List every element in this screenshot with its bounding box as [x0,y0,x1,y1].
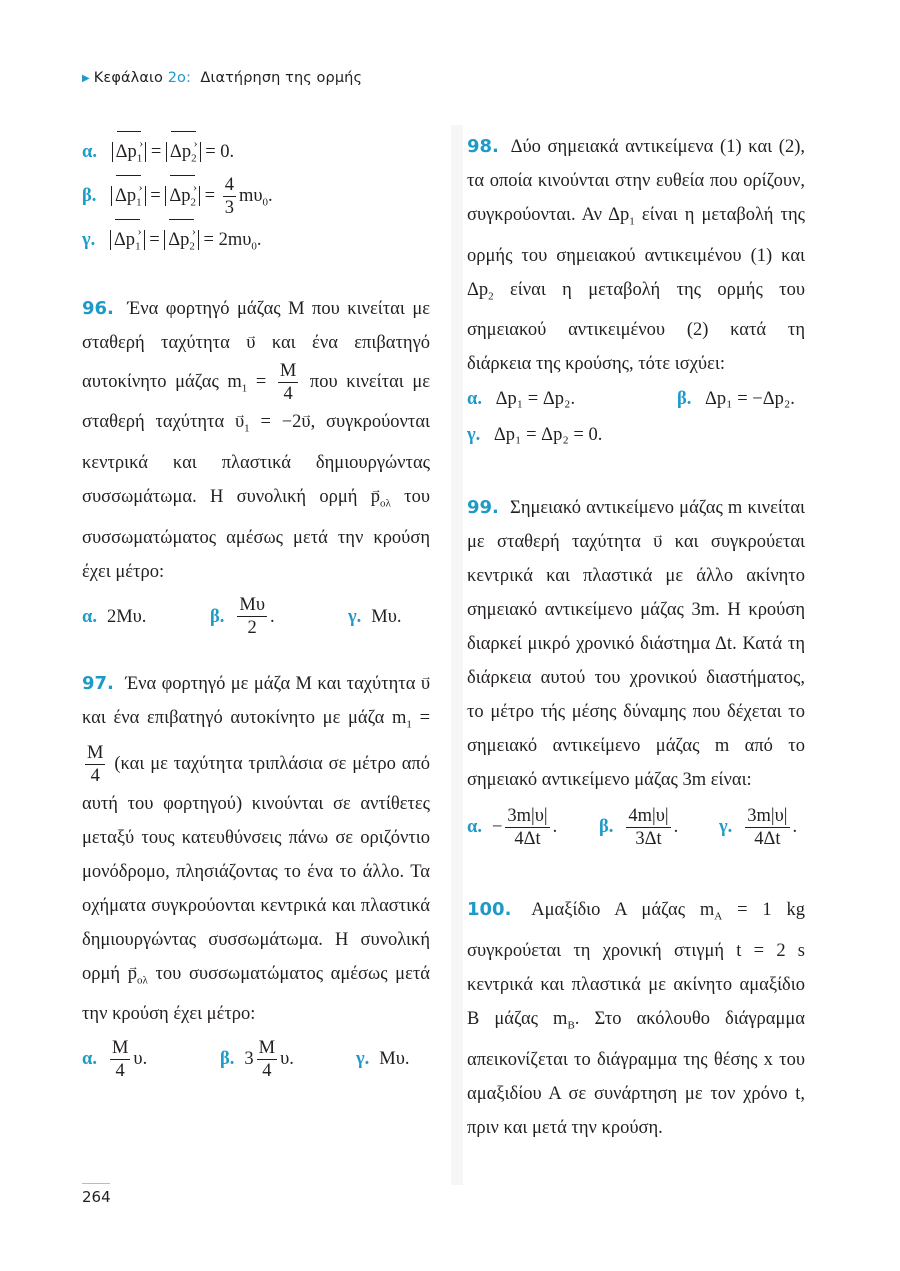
subscript: 0 [262,196,268,209]
chapter-header [82,70,362,86]
numerator: M [111,1037,129,1058]
numerator: 3m|υ| [747,805,788,826]
delta-p: Δp [113,230,136,250]
q98-options-row1 [467,381,805,417]
question-text: Σημειακό αντικείμενο μάζας m κινείται με σταθερή ταχύτητα [467,498,805,553]
fraction [278,360,298,405]
page-number: 264 [82,1188,111,1206]
question-100 [467,893,805,1144]
option-label: α. [82,606,97,627]
denominator: 4Δt [514,828,541,849]
q99-option-c [719,805,797,850]
q95-option-a: α. $\Delta p_1$ › = $\Delta p_2$ › = 0. [82,130,430,174]
chapter-number: 2ο: [167,70,191,86]
q99-option-b [599,805,719,850]
subscript: 1 [244,423,250,436]
subscript: 0 [251,240,257,253]
end: . [552,817,558,838]
question-text: Ένα φορτηγό μάζας Μ που κινείται με σταθερή ταχύτητα [82,299,430,353]
option-label: β. [220,1049,235,1070]
fraction [505,805,549,850]
q96-option-b [210,594,348,639]
subscript: 2 [488,290,494,303]
option-label: α. [467,389,482,410]
question-text: του συσσωματώματος αμέσως μετά την κρούση έχει μέτρο: [82,487,431,582]
numerator: M [87,742,104,763]
denominator: 4 [90,765,100,786]
question-text: = 1 kg συγκρούεται τη χρονική στιγμή t = 2 s κεντρικά και πλαστικά με ακίνητο αμαξίδιο Β μάζας m [467,900,805,1030]
question-text: Δύο σημειακά αντικείμενα (1) και (2), τα οποία κινούνται στην ευθεία που ορίζουν, συγκρούονται. Αν [467,137,806,225]
subscript: 2 [190,196,196,209]
question-number: 99. [467,497,499,519]
vector-p: p → [128,964,137,984]
q98-option-b [677,381,795,417]
vector-v: υ → [301,412,310,432]
subscript: 1 [135,240,141,253]
option-label: γ. [348,606,362,627]
question-98 [467,130,805,381]
chapter-title: Διατήρηση της ορμής [200,70,363,86]
denominator: 4 [262,1060,272,1081]
rhs: = −2 [260,412,302,433]
delta-p1: Δp [608,205,630,225]
denominator: 3Δt [635,828,662,849]
delta-p: Δp [168,230,190,250]
question-text: , συγκρούονται κεντρικά και πλαστικά δημιουργώντας συσσωμάτωμα. Η συνολική ορμή [82,412,431,508]
numerator: 4 [224,175,234,196]
option-value: Δp₁ = Δp₂. [495,389,576,410]
subscript: ολ [136,974,148,987]
fraction [626,805,670,850]
fraction [237,594,267,639]
delta-p2: Δp [467,279,489,300]
vector-v: υ → [421,674,430,694]
rhs: = 0. [205,142,235,162]
question-97 [82,667,430,1031]
numerator: Μυ [239,595,265,616]
option-label: α. [82,142,97,162]
q95-option-c: γ. $\Delta p_1$ › = $\Delta p_2$ › = $2m\upsilon_0$. [82,218,430,262]
denominator: 4Δt [754,828,781,849]
option-label: α. [82,1049,97,1070]
denominator: 4 [115,1060,125,1081]
delta-p: Δp [169,142,192,162]
sign: − [491,817,503,838]
denominator: 4 [283,384,293,404]
subscript: 2 [189,240,195,253]
question-number: 97. [82,672,114,694]
option-label: α. [467,817,482,838]
q97-option-a [82,1037,220,1082]
question-text: Ένα φορτηγό με μάζα Μ και ταχύτητα [125,673,416,694]
m1: m [392,707,407,728]
question-number: 100. [467,899,512,921]
question-number: 98. [467,136,499,157]
q99-options [467,797,805,857]
triangle-bullet-icon: ▶ [82,73,90,84]
subscript: A [714,911,723,924]
numerator: 4m|υ| [628,805,669,826]
vector-v: υ → [653,532,662,552]
option-label: γ. [719,817,733,838]
subscript: 2 [191,152,197,165]
question-text: και ένα επιβατηγό αυτοκίνητο με μάζα [82,707,385,728]
question-96 [82,292,430,589]
q98-option-a [467,381,677,417]
option-label: β. [82,186,97,206]
equals: = [419,707,431,728]
fraction [110,1037,130,1082]
option-label: β. [677,389,692,410]
subscript: B [567,1019,575,1032]
end: . [256,230,262,250]
vector-p: p → [371,487,380,507]
q95-options [82,130,430,262]
option-label: β. [210,606,225,627]
rhs: = 2mυ [203,230,252,250]
footer-divider [82,1183,110,1184]
tail: υ. [280,1049,294,1070]
m1: m [227,371,242,392]
numerator: 3m|υ| [507,805,548,826]
denominator: 3 [224,198,234,219]
option-label: β. [599,817,614,838]
end: . [269,606,275,627]
delta-p: Δp [115,142,137,162]
vector-v1: υ → [235,412,244,432]
question-text: . Στο ακόλουθο διάγραμμα απεικονίζεται το διάγραμμα της θέσης x του αμαξιδίου Α σε συνάρτηση με τον χρόνο t, πριν και μετά την κρούση. [467,1009,806,1138]
question-number: 96. [82,298,114,319]
numerator: M [279,361,297,381]
option-label: γ. [467,425,481,446]
left-column [82,130,430,1087]
fraction [257,1037,277,1082]
vector-v: υ → [246,333,255,353]
q96-option-c [348,597,402,637]
option-value: Δp₁ = Δp₂ = 0. [493,425,603,446]
coefficient: 3 [244,1049,254,1070]
question-text: και συγκρούεται κεντρικά και πλαστικά με άλλο ακίνητο σημειακό αντικείμενο μάζας 3m. Η κρούση διαρκεί μικρό χρονικό διάστημα Δt. Κατά τη διάρκεια αυτού του χρονικού διαστήματος, το μέτρο τής μέσης δύναμης που δέχεται το σημειακό αντικείμενο μάζας m από το σημειακό αντικείμενο μάζας 3m είναι: [467,532,806,791]
subscript: 1 [629,215,635,228]
q96-option-a [82,597,210,637]
end: . [792,817,798,838]
q99-option-a [467,805,599,850]
q96-options [82,589,430,645]
q97-option-c [356,1039,410,1079]
tail: υ. [133,1049,148,1070]
option-value: 2Μυ. [106,606,147,627]
question-text: του συσσωματώματος αμέσως μετά την κρούση έχει μέτρο: [82,963,430,1025]
fraction [223,174,236,219]
option-label: γ. [356,1049,370,1070]
delta-p: Δp [169,186,191,206]
question-text: που κινείται με σταθερή ταχύτητα [82,371,431,433]
option-value: Δp₁ = −Δp₂. [704,389,795,410]
option-value: Μυ. [379,1049,410,1070]
q97-option-b [220,1037,356,1082]
fraction [745,805,789,850]
question-text: (και με ταχύτητα τριπλάσια σε μέτρο από αυτή του φορτηγού) κινούνται σε αντίθετες μεταξύ τους κατευθύνσεις πάνω σε οριζόντιο μονόδρομο, πλησιάζοντας το ένα το άλλο. Τα οχήματα συγκρούονται κεντρικά και πλαστικά δημιουργώντας συσσωμάτωμα. Η συνολική ορμή [82,753,431,984]
q98-option-c [467,417,805,453]
question-text: είναι η μεταβολή της ορμής του σημειακού αντικειμένου (2) κατά τη διάρκεια της κρούσης, τότε ισχύει: [467,279,805,375]
equals: = [255,371,267,392]
option-value: Μυ. [371,606,402,627]
question-99 [467,491,805,797]
fraction [85,742,105,787]
subscript: 1 [241,382,248,395]
numerator: M [258,1037,276,1058]
question-text: είναι η μεταβολή της ορμής του σημειακού αντικειμένου (1) και [467,205,805,266]
subscript: ολ [380,497,391,510]
question-text: Αμαξίδιο Α μάζας m [531,900,715,921]
subscript: 1 [136,152,143,165]
question-text: και ένα επιβατηγό αυτοκίνητο μάζας [82,333,431,392]
q95-option-b: β. $\Delta p_1$ › = $\Delta p_2$ › = $\frac{4}{3}$ $m\upsilon_0$. [82,174,430,218]
delta-p: Δp [115,186,137,206]
right-column [467,130,805,1145]
rhs: mυ [238,186,263,206]
subscript: 1 [406,718,412,731]
denominator: 2 [247,618,257,639]
chapter-prefix: Κεφάλαιο [93,70,163,86]
q97-options [82,1031,430,1087]
option-label: γ. [82,230,96,250]
end: . [268,186,273,206]
subscript: 1 [136,196,142,209]
end: . [673,817,679,838]
